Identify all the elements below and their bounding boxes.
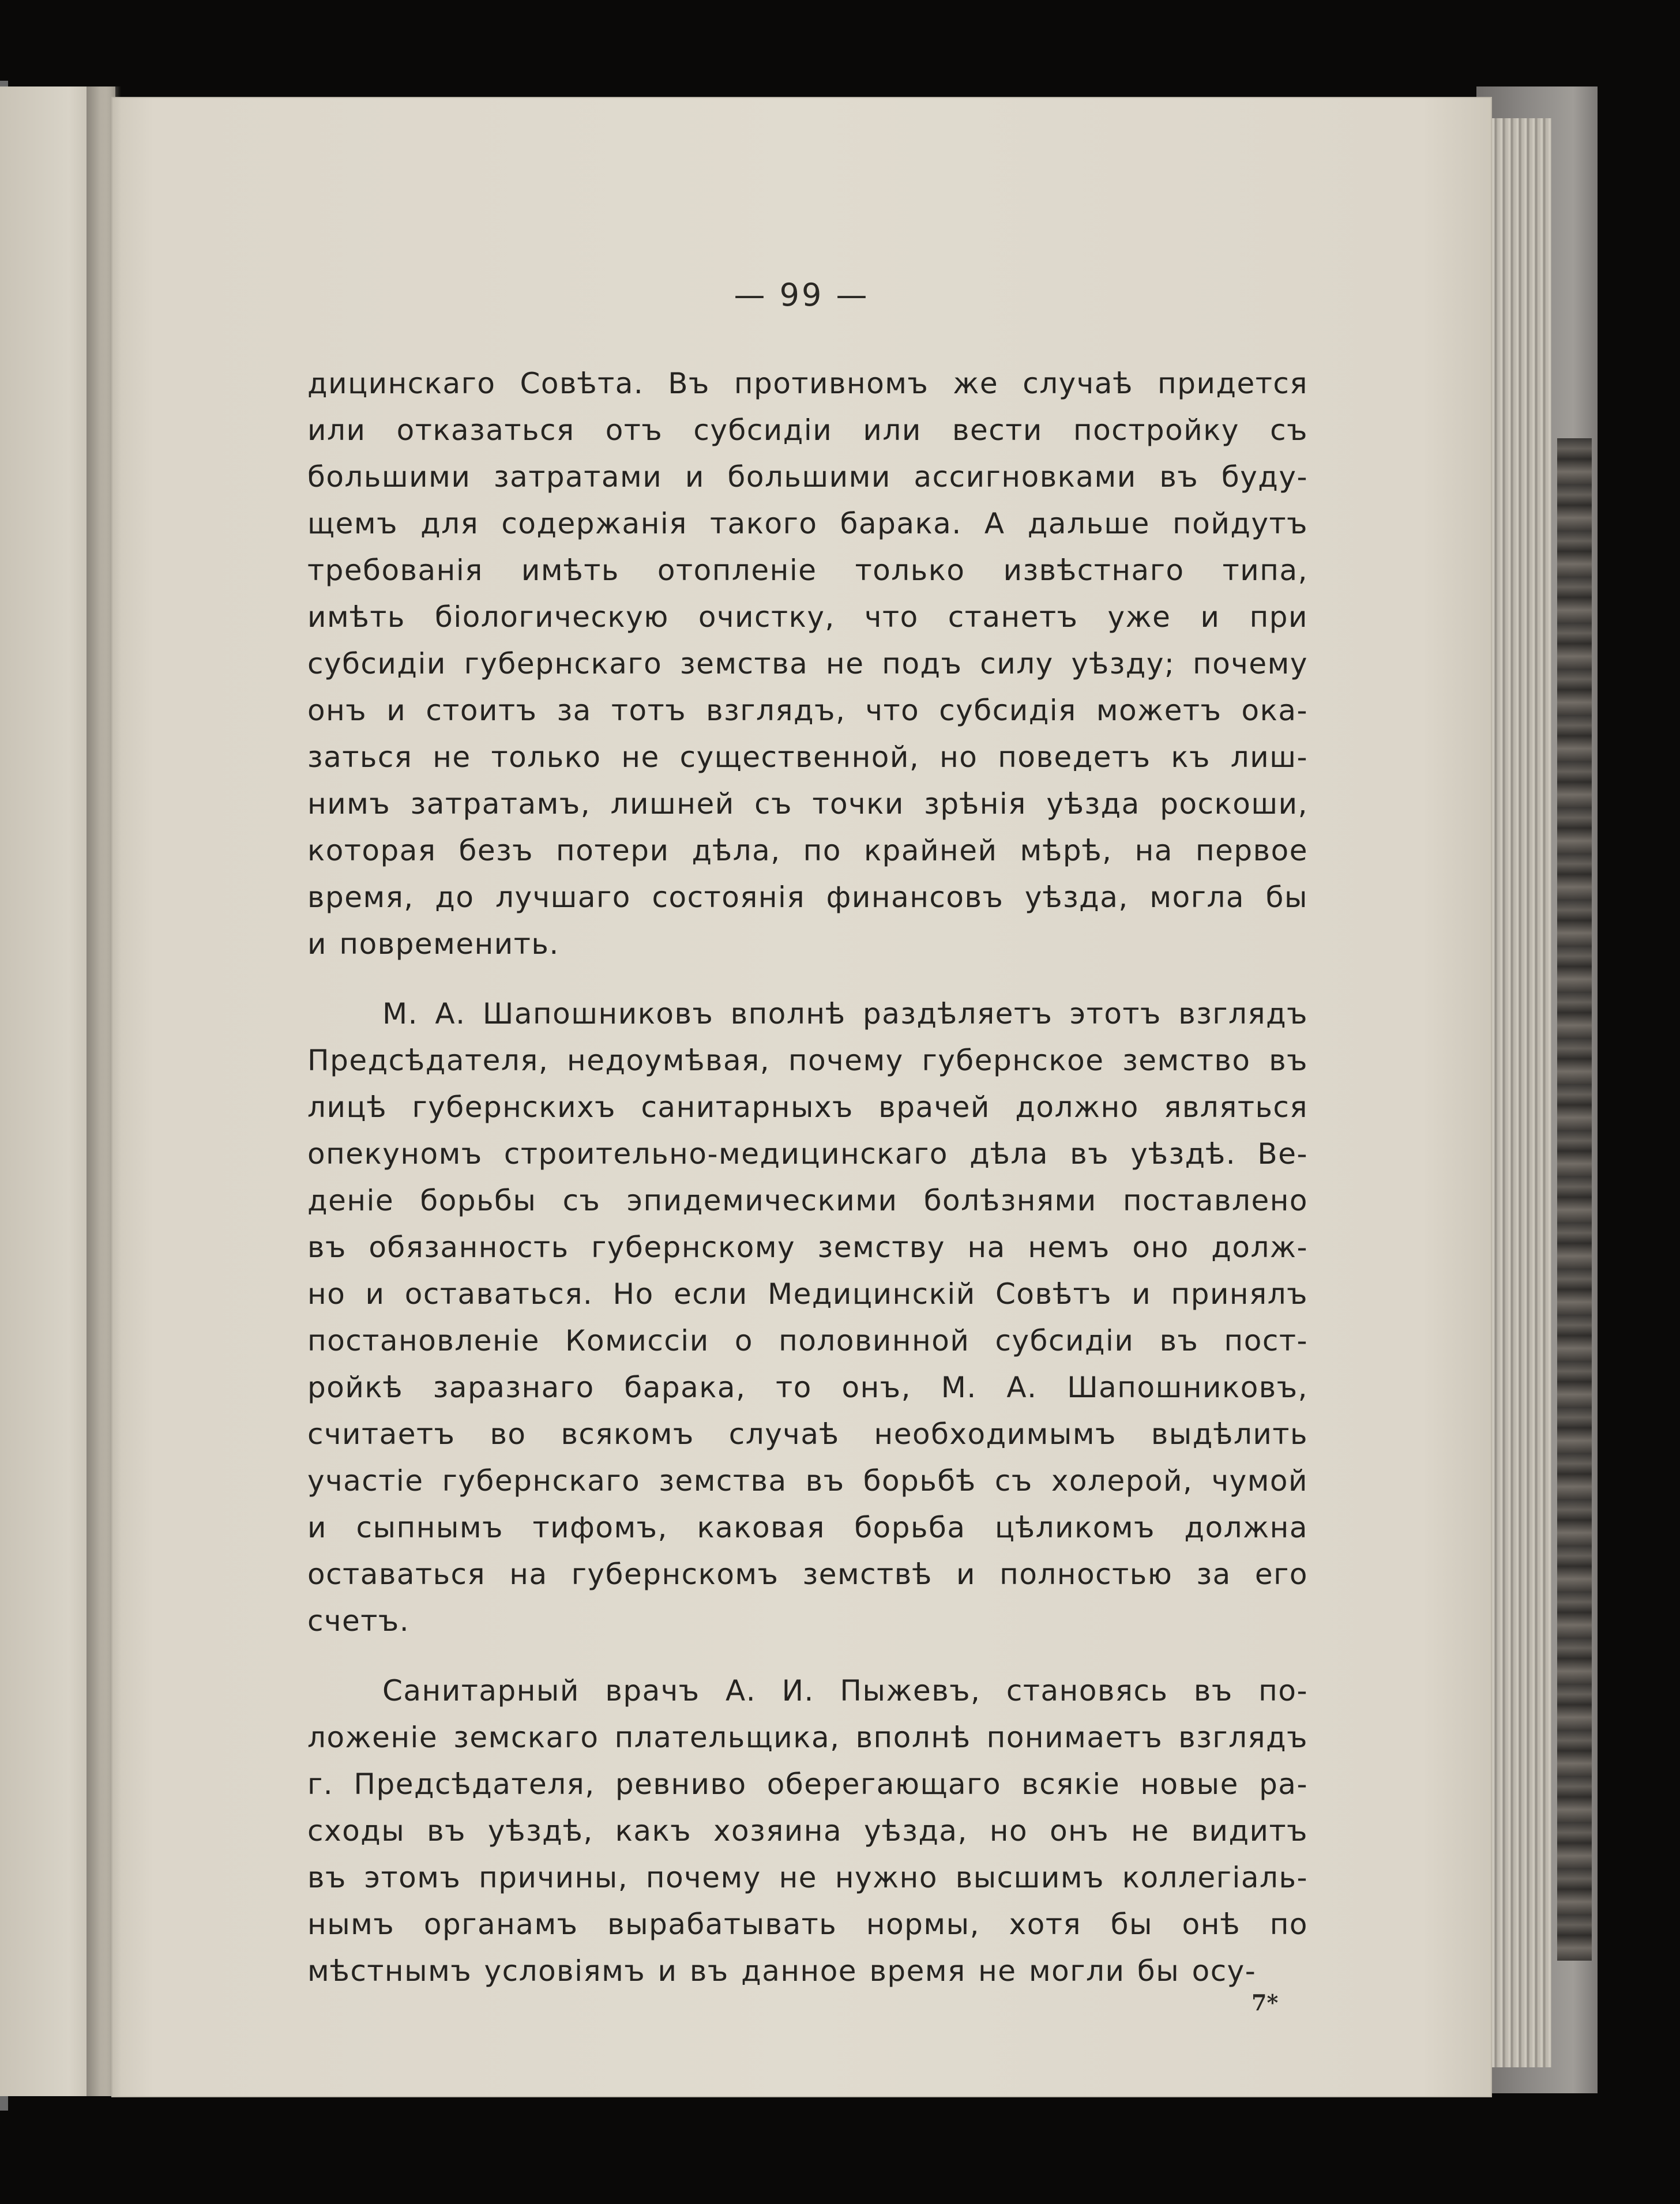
text-line: большими затратами и большими ассигновками въ буду- [307,460,1308,494]
paragraph-2 [307,991,1308,1645]
text-line: деніе борьбы съ эпидемическими болѣзнями поставлено [307,1184,1308,1217]
text-line: въ этомъ причины, почему не нужно высшимъ коллегіаль- [307,1861,1308,1894]
text-line: лицѣ губернскихъ санитарныхъ врачей должно являться [307,1090,1308,1124]
text-line: или отказаться отъ субсидіи или вести постройку съ [307,413,1308,447]
text-line: время, до лучшаго состоянія финансовъ уѣзда, могла бы [307,881,1308,914]
text-line: имѣть біологическую очистку, что станетъ уже и при [307,600,1308,634]
page-number: — 99 — [734,277,870,313]
text-line: субсидіи губернскаго земства не подъ силу уѣзду; почему [307,647,1308,680]
printer-signature: 7* [1251,1989,1279,2015]
text-line: опекуномъ строительно-медицинскаго дѣла въ уѣздѣ. Ве- [307,1137,1308,1171]
text-line: и сыпнымъ тифомъ, каковая борьба цѣликомъ должна [307,1511,1308,1544]
text-line: постановленіе Комиссіи о половинной субсидіи въ пост- [307,1324,1308,1357]
paragraph-3 [307,1668,1308,1995]
text-line: участіе губернскаго земства въ борьбѣ съ холерой, чумой [307,1464,1308,1498]
book-gutter [87,86,121,2096]
text-line: Санитарный врачъ А. И. Пыжевъ, становясь въ по- [382,1674,1308,1707]
text-line: заться не только не существенной, но поведетъ къ лиш- [307,740,1308,774]
text-line: оставаться на губернскомъ земствѣ и полностью за его [307,1558,1308,1591]
text-line: требованія имѣть отопленіе только извѣстнаго типа, [307,554,1308,587]
text-line: щемъ для содержанія такого барака. А дальше пойдутъ [307,507,1308,540]
text-line: въ обязанность губернскому земству на немъ оно долж- [307,1231,1308,1264]
text-line: сходы въ уѣздѣ, какъ хозяина уѣзда, но онъ не видитъ [307,1814,1308,1848]
text-line: онъ и стоитъ за тотъ взглядъ, что субсидія можетъ ока- [307,694,1308,727]
paragraph-1 [307,360,1308,968]
cover-worn-edge [1557,438,1592,1961]
text-line: Предсѣдателя, недоумѣвая, почему губернское земство въ [307,1044,1308,1077]
text-line: считаетъ во всякомъ случаѣ необходимымъ выдѣлить [307,1417,1308,1451]
text-line: и повременить. [307,927,559,961]
text-line: мѣстнымъ условіямъ и въ данное время не могли бы осу- [307,1954,1257,1988]
page-body [307,360,1308,2018]
page-stack-edge [1482,118,1551,2067]
text-line: дицинскаго Совѣта. Въ противномъ же случаѣ придется [307,367,1308,400]
text-line: ложеніе земскаго плательщика, вполнѣ понимаетъ взглядъ [307,1721,1308,1754]
text-line: нымъ органамъ вырабатывать нормы, хотя бы онѣ по [307,1908,1308,1941]
text-line: М. А. Шапошниковъ вполнѣ раздѣляетъ этотъ взглядъ [382,997,1308,1030]
text-line: которая безъ потери дѣла, по крайней мѣрѣ, на первое [307,834,1308,867]
text-line: но и оставаться. Но если Медицинскій Совѣтъ и принялъ [307,1277,1308,1311]
text-line: нимъ затратамъ, лишней съ точки зрѣнія уѣзда роскоши, [307,787,1308,821]
text-line: г. Предсѣдателя, ревниво оберегающаго всякіе новые ра- [307,1767,1308,1801]
text-line: ройкѣ заразнаго барака, то онъ, М. А. Шапошниковъ, [307,1371,1308,1404]
text-line: счетъ. [307,1604,410,1638]
